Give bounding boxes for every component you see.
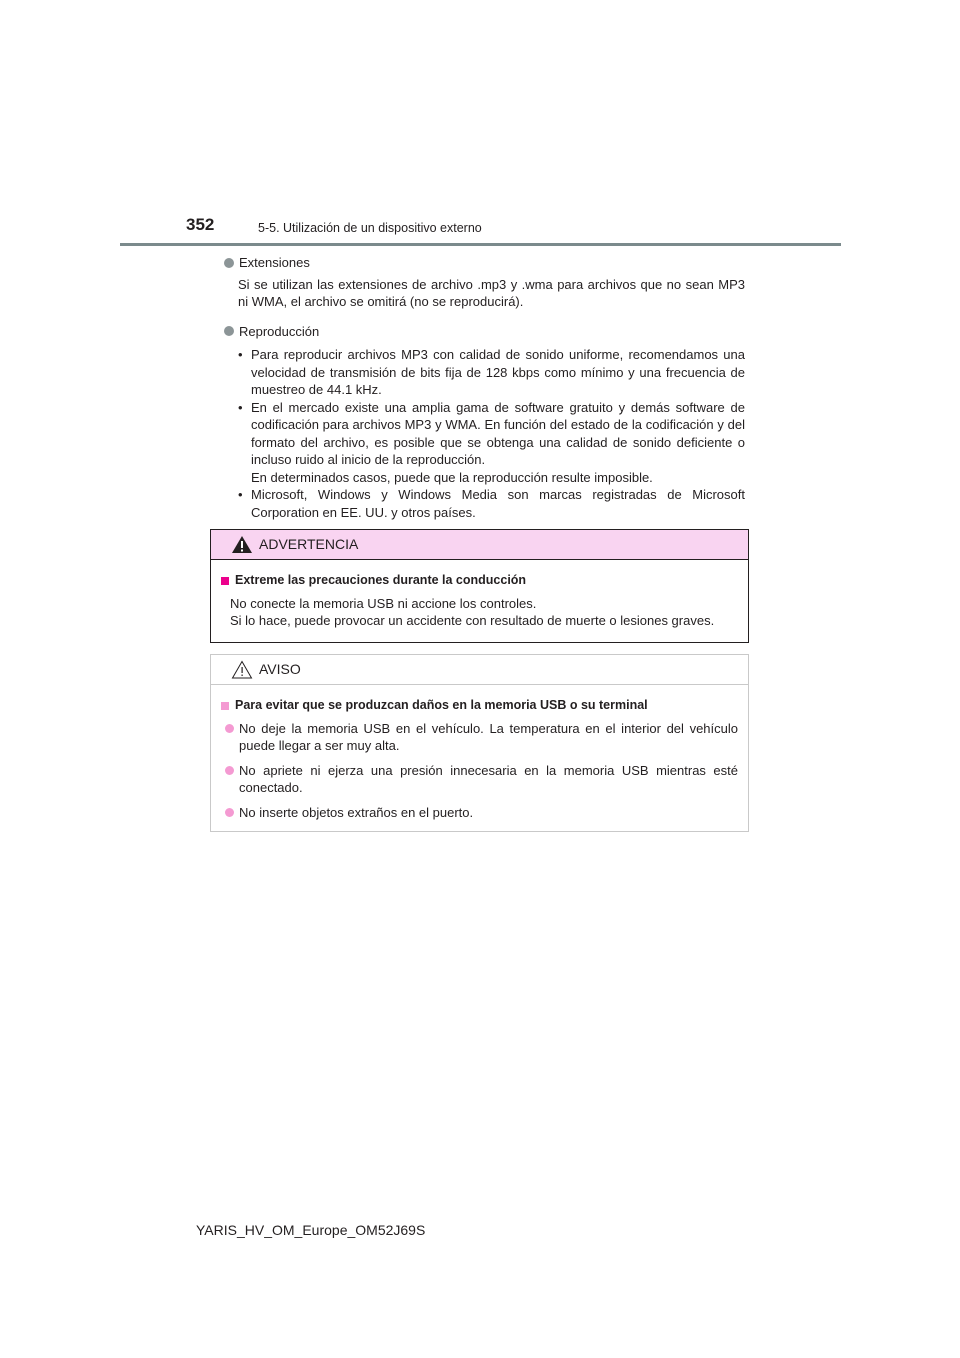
warning-box (210, 529, 749, 643)
light-pink-square-icon (221, 702, 229, 710)
playback-list (238, 346, 745, 521)
warning-subheading-text: Extreme las precauciones durante la conducción (235, 573, 527, 587)
caution-box (210, 654, 749, 832)
main-content (224, 254, 745, 521)
extensions-paragraph: Si se utilizan las extensiones de archivo .mp3 y .wma para archivos que no sean MP3 ni WMA, el archivo se omitirá (no se reproducirá). (238, 276, 745, 309)
pink-bullet-icon (225, 766, 234, 775)
warning-subheading (221, 572, 738, 590)
pink-bullet-icon (225, 724, 234, 733)
warning-text (230, 595, 738, 630)
list-item (225, 762, 738, 797)
caution-item-text: No inserte objetos extraños en el puerto. (239, 804, 474, 820)
playback-heading-text: Reproducción (239, 323, 320, 339)
warning-line-2: Si lo hace, puede provocar un accidente con resultado de muerte o lesiones graves. (230, 613, 715, 628)
warning-triangle-icon (231, 535, 253, 554)
caution-item-text: No apriete ni ejerza una presión innecesaria en la memoria USB mientras esté conectado. (239, 762, 738, 795)
list-item: • Para reproducir archivos MP3 con calidad de sonido uniforme, recomendamos una velocidad de transmisión de bits fija de 128 kbps como mínimo y una frecuencia de muestreo de 44.1 kHz. (238, 346, 745, 399)
list-item-extra-text: En determinados casos, puede que la reproducción resulte imposible. (251, 469, 653, 485)
footer-doc-code: YARIS_HV_OM_Europe_OM52J69S (196, 1222, 426, 1238)
playback-heading (224, 323, 745, 341)
pink-bullet-icon (225, 808, 234, 817)
caution-header (211, 655, 748, 685)
list-item-text: En el mercado existe una amplia gama de software gratuito y demás software de codificación para archivos MP3 y WMA. En función del estado de la codificación y del formato del archivo, es posible que se obtenga una calidad de sonido deficiente o incluso ruido al inicio de la reproducción. (251, 399, 745, 467)
caution-triangle-icon (231, 660, 253, 679)
list-item (225, 804, 738, 822)
caution-subheading (221, 697, 738, 715)
extensions-heading-text: Extensiones (239, 255, 310, 270)
caution-body (211, 685, 748, 821)
list-item: • Microsoft, Windows y Windows Media son marcas registradas de Microsoft Corporation en EE. UU. y otros países. (238, 486, 745, 521)
header-rule (120, 243, 841, 246)
warning-header (211, 530, 748, 560)
gray-bullet-icon (224, 258, 234, 268)
extensions-heading (224, 254, 745, 272)
page-number: 352 (186, 215, 215, 234)
warning-body (211, 560, 748, 630)
pink-square-icon (221, 577, 229, 585)
caution-title: AVISO (259, 660, 301, 677)
caution-subheading-text: Para evitar que se produzcan daños en la memoria USB o su terminal (235, 698, 648, 712)
list-item (225, 720, 738, 755)
list-item (238, 399, 745, 487)
section-title: 5-5. Utilización de un dispositivo externo (258, 221, 482, 235)
warning-title: ADVERTENCIA (259, 535, 359, 552)
warning-line-1: No conecte la memoria USB ni accione los controles. (230, 595, 537, 611)
gray-bullet-icon (224, 326, 234, 336)
caution-item-text: No deje la memoria USB en el vehículo. La temperatura en el interior del vehículo puede llegar a ser muy alta. (239, 720, 738, 753)
